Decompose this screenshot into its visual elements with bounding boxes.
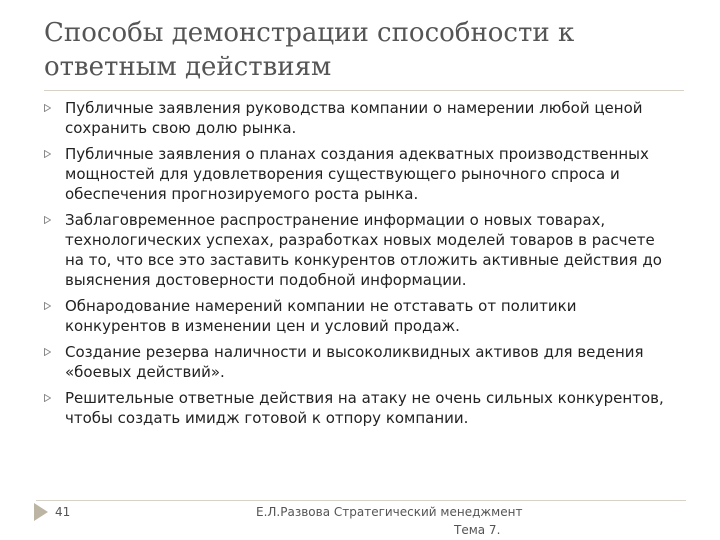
bullet-text: Решительные ответные действия на атаку не очень сильных конкурентов, чтобы создать имидж готовой к отпору компании. xyxy=(65,389,664,427)
triangle-bullet-icon xyxy=(44,302,51,310)
bullet-text: Создание резерва наличности и высоколиквидных активов для ведения «боевых действий». xyxy=(65,343,644,381)
bullet-text: Публичные заявления о планах создания адекватных производственных мощностей для удовлетворения существующего рыночного спроса и обеспечения прогнозируемого роста рынка. xyxy=(65,145,649,203)
chevron-marker-icon xyxy=(34,503,48,521)
bullet-item xyxy=(44,342,664,382)
bullet-text: Заблаговременное распространение информации о новых товарах, технологических успехах, разработках новых моделей товаров в расчете на то, что все это заставить конкурентов отложить активные действия до выяснения достоверности подобной информации. xyxy=(65,211,662,289)
bullet-item xyxy=(44,144,664,204)
slide-title: Способы демонстрации способности к ответным действиям xyxy=(44,18,575,82)
footer-author: Е.Л.Развова Стратегический менеджмент xyxy=(256,505,523,519)
triangle-bullet-icon xyxy=(44,104,51,112)
bullet-list xyxy=(44,98,664,434)
triangle-bullet-icon xyxy=(44,394,51,402)
bullet-item xyxy=(44,296,664,336)
bullet-item xyxy=(44,98,664,138)
bullet-text: Обнародование намерений компании не отставать от политики конкурентов в изменении цен и условий продаж. xyxy=(65,297,577,335)
footer-divider xyxy=(36,500,686,501)
bullet-item xyxy=(44,210,664,290)
triangle-bullet-icon xyxy=(44,348,51,356)
bullet-item xyxy=(44,388,664,428)
bullet-text: Публичные заявления руководства компании о намерении любой ценой сохранить свою долю рынка. xyxy=(65,99,643,137)
triangle-bullet-icon xyxy=(44,150,51,158)
footer-topic: Тема 7. xyxy=(454,523,501,537)
title-divider xyxy=(44,90,684,91)
page-number: 41 xyxy=(55,505,71,519)
triangle-bullet-icon xyxy=(44,216,51,224)
